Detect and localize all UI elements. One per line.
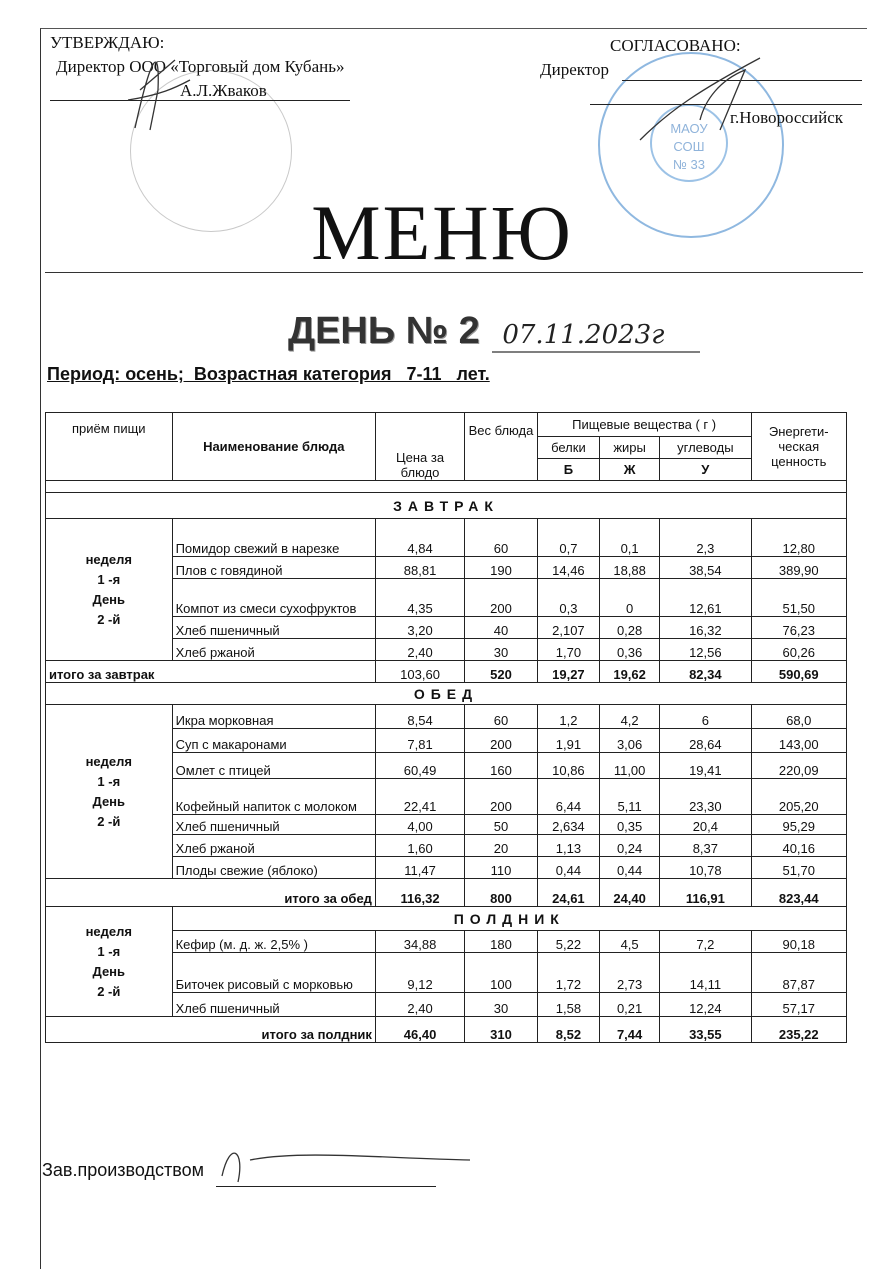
col-nutrients: Пищевые вещества ( г ) [537,413,751,437]
cell-energy: 389,90 [751,557,847,579]
group-week-num: 1 -я [97,943,121,959]
total-weight: 520 [465,661,538,683]
col-fat: жиры [600,437,660,459]
cell-fat: 0,36 [600,639,660,661]
cell-price: 22,41 [375,779,464,815]
cell-fat: 0,28 [600,617,660,639]
cell-energy: 90,18 [751,931,847,953]
cell-weight: 100 [465,953,538,993]
cell-carbs: 8,37 [660,835,751,857]
cell-fat: 0,21 [600,993,660,1017]
cell-weight: 200 [465,729,538,753]
cell-carbs: 7,2 [660,931,751,953]
group-day: День [92,793,126,809]
cell-weight: 160 [465,753,538,779]
cell-protein: 2,107 [537,617,599,639]
dish-name: Помидор свежий в нарезке [172,519,375,557]
cell-protein: 2,634 [537,815,599,835]
cell-price: 4,35 [375,579,464,617]
cell-energy: 143,00 [751,729,847,753]
total-label: итого за завтрак [46,661,376,683]
agree-signature [640,58,760,140]
total-fat: 7,44 [600,1017,660,1043]
total-carbs: 116,91 [660,879,751,907]
cell-fat: 0,24 [600,835,660,857]
group-week-num: 1 -я [97,773,121,789]
cell-price: 60,49 [375,753,464,779]
cell-energy: 40,16 [751,835,847,857]
cell-price: 2,40 [375,993,464,1017]
agree-title: СОГЛАСОВАНО: [610,36,741,55]
section-snack: ПОЛДНИК [172,907,846,931]
cell-protein: 1,91 [537,729,599,753]
cell-weight: 40 [465,617,538,639]
cell-energy: 87,87 [751,953,847,993]
cell-fat: 11,00 [600,753,660,779]
cell-energy: 51,50 [751,579,847,617]
cell-protein: 0,3 [537,579,599,617]
col-meal: приём пищи [46,413,173,481]
group-week: неделя [85,923,132,939]
cell-fat: 0,44 [600,857,660,879]
cell-carbs: 28,64 [660,729,751,753]
stamp-school: СОШ [673,139,705,154]
total-protein: 19,27 [537,661,599,683]
col-fat-short: Ж [600,459,660,481]
cell-price: 2,40 [375,639,464,661]
cell-price: 9,12 [375,953,464,993]
cell-protein: 5,22 [537,931,599,953]
cell-price: 1,60 [375,835,464,857]
group-label [46,907,173,1017]
dish-name: Кофейный напиток с молоком [172,779,375,815]
total-protein: 8,52 [537,1017,599,1043]
cell-energy: 95,29 [751,815,847,835]
cell-price: 11,47 [375,857,464,879]
dish-name: Икра морковная [172,705,375,729]
cell-weight: 50 [465,815,538,835]
col-carbs: углеводы [660,437,751,459]
cell-fat: 4,2 [600,705,660,729]
cell-carbs: 6 [660,705,751,729]
cell-energy: 205,20 [751,779,847,815]
agree-position: Директор [540,60,609,79]
dish-name: Хлеб ржаной [172,639,375,661]
dish-name: Хлеб пшеничный [172,993,375,1017]
group-label [46,519,173,661]
dish-name: Омлет с птицей [172,753,375,779]
dish-name: Кефир (м. д. ж. 2,5% ) [172,931,375,953]
approve-position: Директор ООО «Торговый дом Кубань» [56,57,345,76]
agree-city: г.Новороссийск [730,108,844,127]
total-label: итого за обед [46,879,376,907]
cell-weight: 200 [465,579,538,617]
total-energy: 590,69 [751,661,847,683]
dish-name: Суп с макаронами [172,729,375,753]
approve-name: А.Л.Жваков [180,81,267,100]
cell-price: 8,54 [375,705,464,729]
total-carbs: 82,34 [660,661,751,683]
footer-signature [222,1153,470,1182]
footer-label: Зав.производством [42,1160,204,1180]
cell-carbs: 14,11 [660,953,751,993]
col-energy: Энергети-ческая ценность [751,413,847,481]
cell-protein: 1,70 [537,639,599,661]
cell-protein: 1,2 [537,705,599,729]
cell-protein: 1,72 [537,953,599,993]
cell-energy: 12,80 [751,519,847,557]
total-price: 116,32 [375,879,464,907]
col-weight: Вес блюда [465,413,538,481]
cell-carbs: 10,78 [660,857,751,879]
group-day-num: 2 -й [97,611,121,627]
group-label [46,705,173,879]
col-dish: Наименование блюда [172,413,375,481]
cell-weight: 20 [465,835,538,857]
cell-protein: 14,46 [537,557,599,579]
cell-energy: 76,23 [751,617,847,639]
cell-weight: 190 [465,557,538,579]
cell-carbs: 16,32 [660,617,751,639]
cell-fat: 0,35 [600,815,660,835]
cell-fat: 3,06 [600,729,660,753]
cell-price: 7,81 [375,729,464,753]
dish-name: Компот из смеси сухофруктов [172,579,375,617]
stamp-org: МАОУ [670,121,708,136]
cell-carbs: 20,4 [660,815,751,835]
cell-weight: 30 [465,993,538,1017]
dish-name: Хлеб ржаной [172,835,375,857]
footer-signature-line [216,1186,436,1187]
cell-price: 4,84 [375,519,464,557]
cell-carbs: 12,61 [660,579,751,617]
document-title: МЕНЮ [311,189,573,276]
cell-weight: 60 [465,705,538,729]
group-week-num: 1 -я [97,571,121,587]
cell-carbs: 38,54 [660,557,751,579]
group-week: неделя [85,551,132,567]
cell-energy: 60,26 [751,639,847,661]
cell-carbs: 23,30 [660,779,751,815]
cell-protein: 0,7 [537,519,599,557]
total-fat: 24,40 [600,879,660,907]
cell-protein: 10,86 [537,753,599,779]
cell-fat: 2,73 [600,953,660,993]
cell-fat: 18,88 [600,557,660,579]
day-title: ДЕНЬ № 2 [288,310,480,352]
dish-name: Хлеб пшеничный [172,617,375,639]
cell-weight: 30 [465,639,538,661]
cell-carbs: 12,56 [660,639,751,661]
cell-price: 34,88 [375,931,464,953]
dish-name: Плов с говядиной [172,557,375,579]
col-price: Цена за блюдо [375,413,464,481]
cell-protein: 0,44 [537,857,599,879]
section-breakfast: ЗАВТРАК [46,493,847,519]
dish-name: Хлеб пшеничный [172,815,375,835]
group-day-num: 2 -й [97,983,121,999]
group-week: неделя [85,753,132,769]
cell-protein: 1,58 [537,993,599,1017]
cell-fat: 0,1 [600,519,660,557]
stamp-number: № 33 [672,157,706,172]
dish-name: Плоды свежие (яблоко) [172,857,375,879]
cell-fat: 5,11 [600,779,660,815]
group-day: День [92,963,126,979]
total-energy: 235,22 [751,1017,847,1043]
total-label: итого за полдник [46,1017,376,1043]
total-protein: 24,61 [537,879,599,907]
total-carbs: 33,55 [660,1017,751,1043]
cell-price: 88,81 [375,557,464,579]
cell-fat: 0 [600,579,660,617]
cell-protein: 6,44 [537,779,599,815]
cell-price: 3,20 [375,617,464,639]
total-price: 103,60 [375,661,464,683]
total-fat: 19,62 [600,661,660,683]
cell-weight: 110 [465,857,538,879]
approve-signature [128,60,190,130]
total-weight: 800 [465,879,538,907]
menu-table [45,412,847,1043]
group-day: День [92,591,126,607]
col-carbs-short: У [660,459,751,481]
period-line: Период: осень; Возрастная категория 7-11 лет. [47,364,490,384]
day-date: 07.11.2023г [502,320,665,350]
cell-carbs: 12,24 [660,993,751,1017]
total-energy: 823,44 [751,879,847,907]
group-day-num: 2 -й [97,813,121,829]
col-protein-short: Б [537,459,599,481]
cell-energy: 220,09 [751,753,847,779]
cell-carbs: 2,3 [660,519,751,557]
cell-weight: 200 [465,779,538,815]
cell-protein: 1,13 [537,835,599,857]
cell-carbs: 19,41 [660,753,751,779]
cell-price: 4,00 [375,815,464,835]
title-divider [45,272,863,273]
col-protein: белки [537,437,599,459]
cell-energy: 51,70 [751,857,847,879]
cell-weight: 180 [465,931,538,953]
approve-title: УТВЕРЖДАЮ: [50,33,165,52]
day-heading [288,310,664,353]
total-price: 46,40 [375,1017,464,1043]
cell-weight: 60 [465,519,538,557]
section-lunch: ОБЕД [46,683,847,705]
cell-energy: 57,17 [751,993,847,1017]
cell-energy: 68,0 [751,705,847,729]
cell-fat: 4,5 [600,931,660,953]
total-weight: 310 [465,1017,538,1043]
dish-name: Биточек рисовый с морковью [172,953,375,993]
